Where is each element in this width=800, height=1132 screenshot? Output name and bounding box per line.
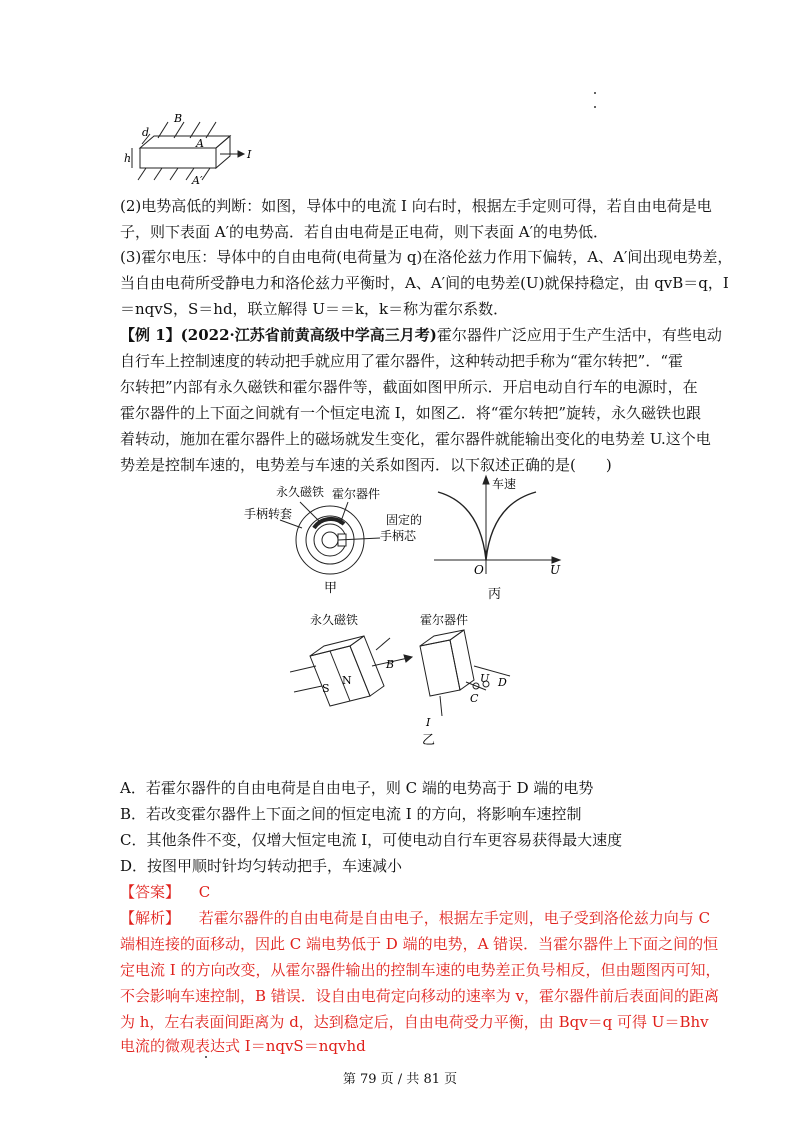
bing-ylabel: 车速: [492, 477, 517, 491]
answer-line: [120, 882, 210, 902]
option-A: A．若霍尔器件的自由电荷是自由电子，则 C 端的电势高于 D 端的电势: [120, 779, 594, 797]
para3-line1: (3)霍尔电压：导体中的自由电荷(电荷量为 q)在洛伦兹力作用下偏转，A、A′间出现电势差，: [120, 248, 733, 266]
jia-core-label-2: 手柄芯: [380, 529, 417, 543]
example-line1: [120, 325, 722, 345]
figure-jia-drawing: [240, 480, 440, 605]
example-line3: 尔转把”内部有永久磁铁和霍尔器件等，截面如图甲所示．开启电动自行车的电源时，在: [120, 378, 698, 396]
bing-xlabel: U: [550, 563, 561, 577]
figure-bing: [426, 474, 576, 604]
para2-line1: (2)电势高低的判断：如图，导体中的电流 I 向右时，根据左手定则可得，若自由电荷是电: [120, 197, 712, 215]
yi-magnet-label: 永久磁铁: [310, 613, 359, 627]
bing-chart: [426, 474, 576, 604]
example-line6: 势差是控制车速的，电势差与车速的关系如图丙．以下叙述正确的是( ): [120, 456, 612, 474]
analysis-line2: 端相连接的面移动，因此 C 端电势低于 D 端的电势，A 错误．当霍尔器件上下面之间的恒: [120, 935, 719, 953]
example-line4: 霍尔器件的上下面之间就有一个恒定电流 I，如图乙．将“霍尔转把”旋转，永久磁铁也跟: [120, 404, 702, 422]
yi-S-label: S: [322, 682, 330, 695]
yi-hall-label: 霍尔器件: [420, 613, 469, 627]
analysis-line3: 定电流 I 的方向改变，从霍尔器件输出的控制车速的电势差正负号相反，但由题图丙可知，: [120, 961, 721, 979]
answer-value: C: [198, 883, 211, 901]
yi-U-label: U: [480, 672, 490, 685]
page-dot: [594, 106, 596, 108]
analysis-line1: [120, 908, 710, 928]
bing-curve-left: [438, 492, 486, 560]
yi-caption: 乙: [422, 733, 436, 746]
answer-label: 【答案】: [120, 883, 181, 901]
jia-sleeve-label: 手柄转套: [244, 507, 293, 521]
example-line1-text: 霍尔器件广泛应用于生产生活中，有些电动: [436, 326, 722, 344]
bing-origin: O: [474, 563, 484, 577]
para3-line3: ＝nqvS，S＝hd，联立解得 U＝＝k，k＝称为霍尔系数．: [120, 300, 509, 318]
para3-line2: 当自由电荷所受静电力和洛伦兹力平衡时，A、A′间的电势差(U)就保持稳定，由 qvB＝q，I: [120, 274, 729, 292]
example-tag: 【例 1】(2022·江苏省前黄高级中学高三月考): [120, 326, 437, 344]
bing-caption: 丙: [488, 587, 502, 602]
figure-yi-drawing: [290, 606, 530, 746]
bing-y-arrow: [483, 476, 489, 484]
label-B: B: [174, 112, 183, 125]
jia-magnet-label: 永久磁铁: [276, 485, 325, 499]
yi-C-label: C: [470, 692, 479, 705]
analysis-line1-text: 若霍尔器件的自由电荷是自由电子，根据左手定则，电子受到洛伦兹力向与 C: [198, 909, 711, 927]
label-A: A: [196, 137, 204, 150]
jia-caption: 甲: [324, 581, 338, 596]
yi-B-label: B: [386, 658, 395, 671]
page-dot: [594, 92, 596, 94]
label-h: h: [124, 152, 132, 165]
option-B: B．若改变霍尔器件上下面之间的恒定电流 I 的方向，将影响车速控制: [120, 805, 582, 823]
analysis-label: 【解析】: [120, 909, 181, 927]
hall-element-drawing: [120, 108, 260, 188]
figure-yi: [290, 606, 530, 746]
label-d: d: [142, 126, 150, 139]
hall-element-figure: [120, 108, 260, 188]
analysis-line6: 电流的微观表达式 I＝nqvS＝nqvhd: [120, 1037, 366, 1055]
para2-line2: 子，则下表面 A′的电势高．若自由电荷是正电荷，则下表面 A′的电势低．: [120, 223, 609, 241]
jia-hall-label: 霍尔器件: [332, 487, 381, 501]
yi-N-label: N: [342, 674, 352, 687]
option-D: D．按图甲顺时针均匀转动把手，车速减小: [120, 857, 403, 875]
label-A-prime: A′: [192, 174, 203, 187]
page-footer: 第 79 页 / 共 81 页: [342, 1072, 458, 1087]
jia-core-label-1: 固定的: [386, 513, 423, 527]
example-line2: 自行车上控制速度的转动把手就应用了霍尔器件，这种转动把手称为“霍尔转把”．“霍: [120, 352, 684, 370]
option-C: C．其他条件不变，仅增大恒定电流 I，可使电动自行车更容易获得最大速度: [120, 831, 623, 849]
label-I: I: [247, 148, 252, 161]
bing-curve-right: [486, 492, 536, 560]
analysis-line5: 为 h，左右表面间距离为 d，达到稳定后，自由电荷受力平衡，由 Bqv＝q 可得 U＝Bhv: [120, 1013, 709, 1031]
figure-jia: [240, 480, 440, 605]
page-dot: [205, 1056, 207, 1058]
yi-I-label: I: [426, 716, 431, 729]
yi-D-label: D: [498, 676, 507, 689]
example-line5: 着转动，施加在霍尔器件上的磁场就发生变化，霍尔器件就能输出变化的电势差 U.这个电: [120, 430, 711, 448]
analysis-line4: 不会影响车速控制，B 错误．设自由电荷定向移动的速率为 v，霍尔器件前后表面间的距离: [120, 987, 720, 1005]
